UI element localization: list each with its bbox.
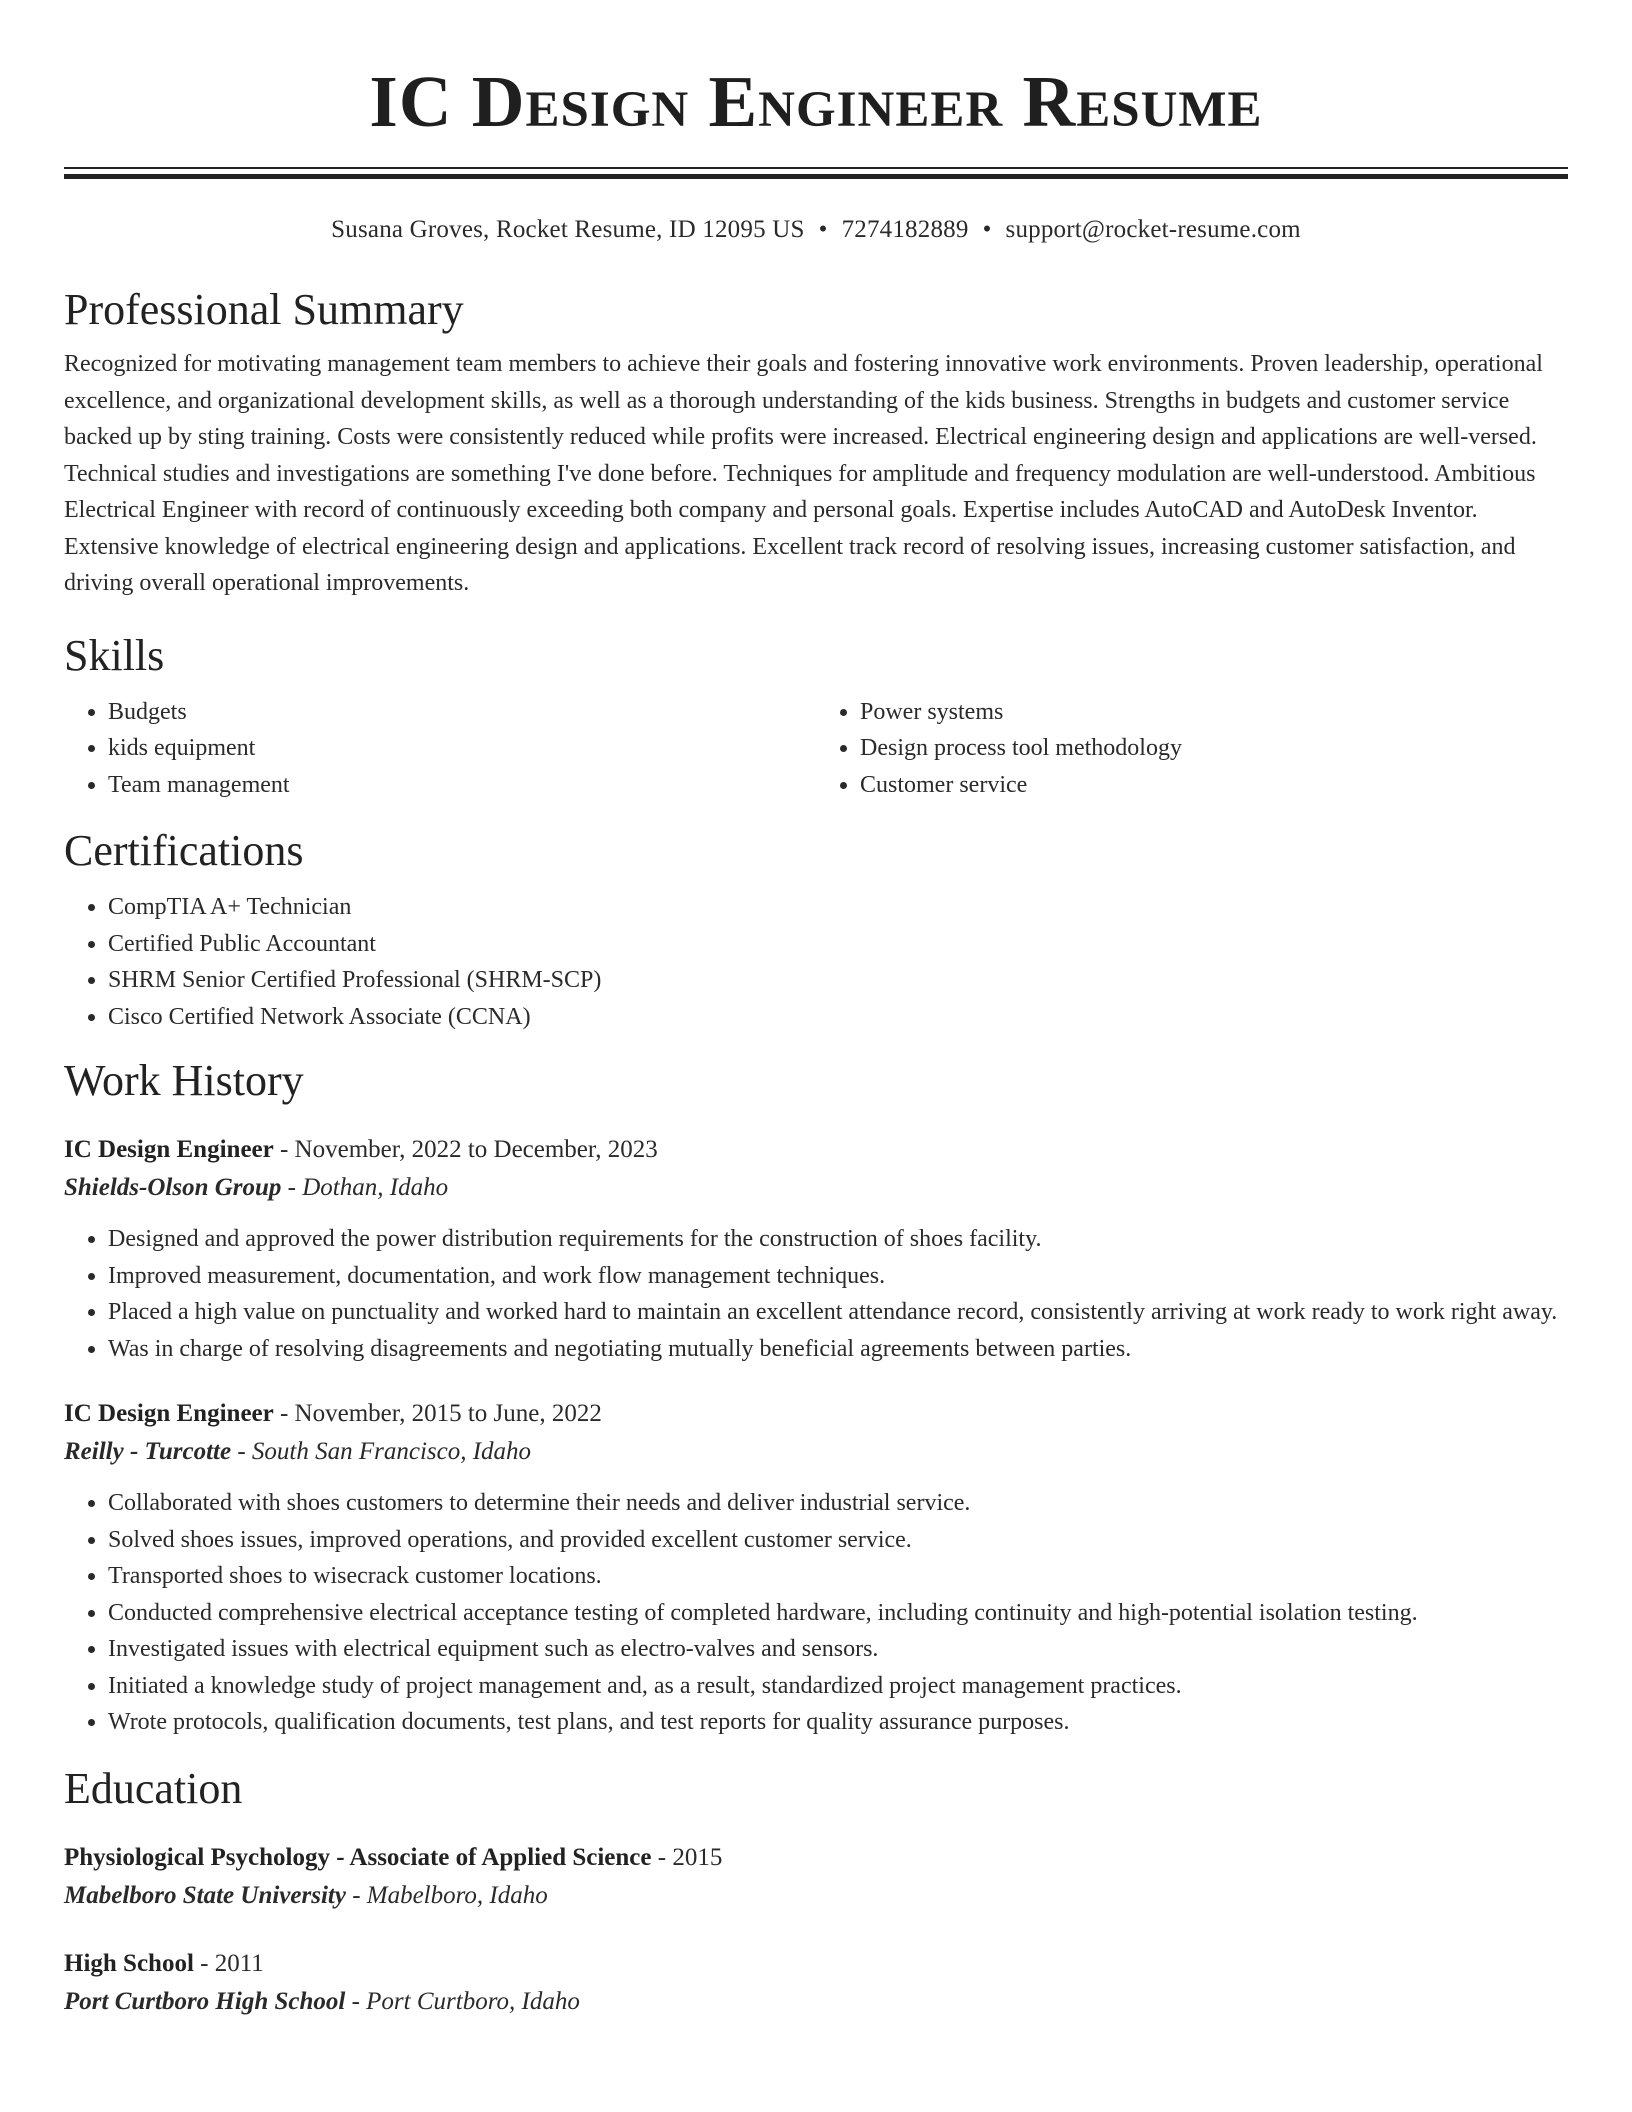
job-bullet: • Conducted comprehensive electrical acceptance testing of completed hardware, including continuity and high-potential isolation testing. [108,1595,1568,1632]
education-degree-line [64,1945,1568,1983]
job-title-line [64,1395,1568,1433]
job-title: IC Design Engineer [64,1400,274,1427]
contact-separator: • [818,216,828,243]
education-degree-line [64,1839,1568,1877]
certification-item: • Certified Public Accountant [108,926,1568,963]
certifications-list [64,889,1568,1035]
resume-title: IC Design Engineer Resume [369,61,1263,142]
job-bullets [64,1221,1568,1367]
job-bullets [64,1485,1568,1741]
job-company-line [64,1433,1568,1471]
section-heading-summary: Professional Summary [64,285,464,334]
skill-item: • Customer service [860,767,1568,804]
section-heading-education: Education [64,1763,243,1813]
certification-item: • SHRM Senior Certified Professional (SHRM-SCP) [108,962,1568,999]
title-divider-thin [64,167,1568,169]
job-dates: - November, 2022 to December, 2023 [273,1136,658,1163]
job-company: Reilly - Turcotte [64,1438,232,1465]
skills-list-right [816,694,1568,804]
skill-item: • Budgets [108,694,816,731]
job-dates: - November, 2015 to June, 2022 [273,1400,602,1427]
section-heading-work-history: Work History [64,1056,304,1105]
education-entry [64,1839,1568,1915]
job-title: IC Design Engineer [64,1136,274,1163]
education-degree: High School [64,1949,194,1977]
education-entry [64,1945,1568,2021]
education-location: - Mabelboro, Idaho [345,1881,548,1909]
education-school-line [64,1877,1568,1915]
skill-item: • Power systems [860,694,1568,731]
job-company: Shields-Olson Group [64,1174,282,1201]
job-bullet: • Placed a high value on punctuality and worked hard to maintain an excellent attendance record, consistently arriving at work ready to work right away. [108,1294,1568,1331]
education-school: Mabelboro State University [64,1881,346,1909]
skill-item: • Design process tool methodology [860,730,1568,767]
contact-address: Susana Groves, Rocket Resume, ID 12095 US [331,216,805,243]
education-degree: Physiological Psychology - Associate of Applied Science [64,1843,652,1871]
title-divider-thick [64,174,1568,179]
job-entry [64,1131,1568,1367]
education-school-line [64,1983,1568,2021]
contact-email: support@rocket-resume.com [1005,216,1301,243]
skill-item: • Team management [108,767,816,804]
contact-separator: • [982,216,992,243]
job-bullet: • Solved shoes issues, improved operations, and provided excellent customer service. [108,1522,1568,1559]
job-bullet: • Designed and approved the power distribution requirements for the construction of shoes facility. [108,1221,1568,1258]
job-bullet: • Was in charge of resolving disagreements and negotiating mutually beneficial agreements between parties. [108,1331,1568,1368]
education-school: Port Curtboro High School [64,1987,346,2015]
job-location: - Dothan, Idaho [281,1174,449,1201]
job-location: - South San Francisco, Idaho [231,1438,532,1465]
job-entry [64,1395,1568,1741]
job-bullet: • Initiated a knowledge study of project management and, as a result, standardized project management practices. [108,1668,1568,1705]
skills-list-left [64,694,816,804]
summary-text: Recognized for motivating management team members to achieve their goals and fostering innovative work environments. Proven leadership, operational excellence, and organizational development skills, as well as a thorough understanding of the kids business. Strengths in budgets and customer service backed up by sting training. Costs were consistently reduced while profits were increased. Electrical engineering design and applications are well-versed. Technical studies and investigations are something I've done before. Techniques for amplitude and frequency modulation are well-understood. Ambitious Electrical Engineer with record of continuously exceeding both company and personal goals. Expertise includes AutoCAD and AutoDesk Inventor. Extensive knowledge of electrical engineering design and applications. Excellent track record of resolving issues, increasing customer satisfaction, and driving overall operational improvements. [64,351,1543,596]
job-bullet: • Investigated issues with electrical equipment such as electro-valves and sensors. [108,1631,1568,1668]
contact-line [64,215,1568,245]
job-bullet: • Wrote protocols, qualification documents, test plans, and test reports for quality assurance purposes. [108,1704,1568,1741]
job-bullet: • Improved measurement, documentation, and work flow management techniques. [108,1258,1568,1295]
certification-item: • CompTIA A+ Technician [108,889,1568,926]
job-bullet: • Transported shoes to wisecrack customer locations. [108,1558,1568,1595]
education-year: - 2015 [651,1843,723,1871]
skills-grid [64,694,1568,804]
job-bullet: • Collaborated with shoes customers to determine their needs and deliver industrial service. [108,1485,1568,1522]
contact-phone: 7274182889 [841,216,969,243]
certification-item: • Cisco Certified Network Associate (CCNA) [108,999,1568,1036]
education-year: - 2011 [193,1949,264,1977]
section-heading-skills: Skills [64,630,165,680]
job-company-line [64,1169,1568,1207]
section-heading-certifications: Certifications [64,826,304,875]
education-location: - Port Curtboro, Idaho [345,1987,580,2015]
job-title-line [64,1131,1568,1169]
skill-item: • kids equipment [108,730,816,767]
